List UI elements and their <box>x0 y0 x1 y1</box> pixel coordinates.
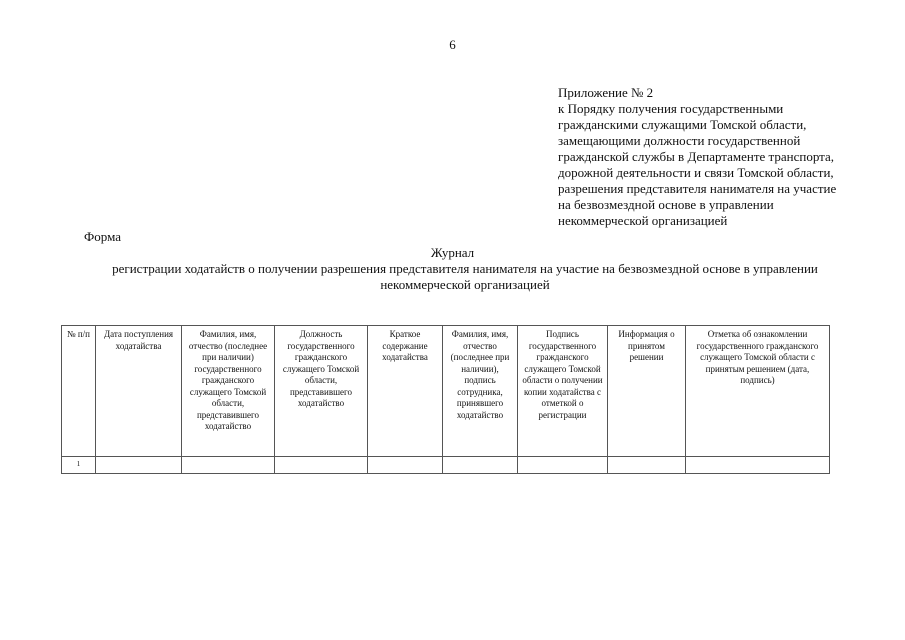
table-cell <box>275 457 368 474</box>
column-header-signature: Подпись государственного гражданского служащего Томской области о получении копии ходатайства с отметкой о регистрации <box>518 326 608 457</box>
column-header-position: Должность государственного гражданского служащего Томской области, представившего ходатайство <box>275 326 368 457</box>
journal-subtitle: регистрации ходатайств о получении разрешения представителя нанимателя на участие на безвозмездной основе в управлении некоммерческой организацией <box>112 261 818 292</box>
appendix-block <box>558 85 878 229</box>
table-cell <box>368 457 443 474</box>
registration-table <box>61 325 830 474</box>
table-cell <box>518 457 608 474</box>
column-header-number: № п/п <box>62 326 96 457</box>
column-header-decision: Информация о принятом решении <box>608 326 686 457</box>
column-header-employee-name: Фамилия, имя, отчество (последнее при наличии) государственного гражданского служащего Томской области, представившего ходатайство <box>182 326 275 457</box>
form-label: Форма <box>84 229 121 244</box>
table-header-row <box>62 326 830 457</box>
table-cell <box>443 457 518 474</box>
appendix-line: разрешения представителя нанимателя на участие <box>558 181 837 196</box>
appendix-line: Приложение № 2 <box>558 85 654 100</box>
table-cell <box>686 457 830 474</box>
table-cell <box>608 457 686 474</box>
journal-title: Журнал <box>430 245 475 260</box>
page-number: 6 <box>449 37 456 52</box>
column-header-summary: Краткое содержание ходатайства <box>368 326 443 457</box>
column-header-receiver: Фамилия, имя, отчество (последнее при наличии), подпись сотрудника, принявшего ходатайство <box>443 326 518 457</box>
column-header-date: Дата поступления ходатайства <box>96 326 182 457</box>
table-cell <box>96 457 182 474</box>
appendix-line: гражданской службы в Департаменте транспорта, <box>558 149 835 164</box>
table-cell <box>182 457 275 474</box>
table-cell: 1 <box>62 457 96 474</box>
appendix-line: некоммерческой организацией <box>558 213 728 228</box>
appendix-line: замещающими должности государственной <box>558 133 801 148</box>
table-row <box>62 457 830 474</box>
appendix-line: гражданскими служащими Томской области, <box>558 117 807 132</box>
column-header-acknowledgement: Отметка об ознакомлении государственного гражданского служащего Томской области с принятым решением (дата, подпись) <box>686 326 830 457</box>
appendix-line: дорожной деятельности и связи Томской области, <box>558 165 834 180</box>
appendix-line: к Порядку получения государственными <box>558 101 784 116</box>
appendix-line: на безвозмездной основе в управлении <box>558 197 774 212</box>
